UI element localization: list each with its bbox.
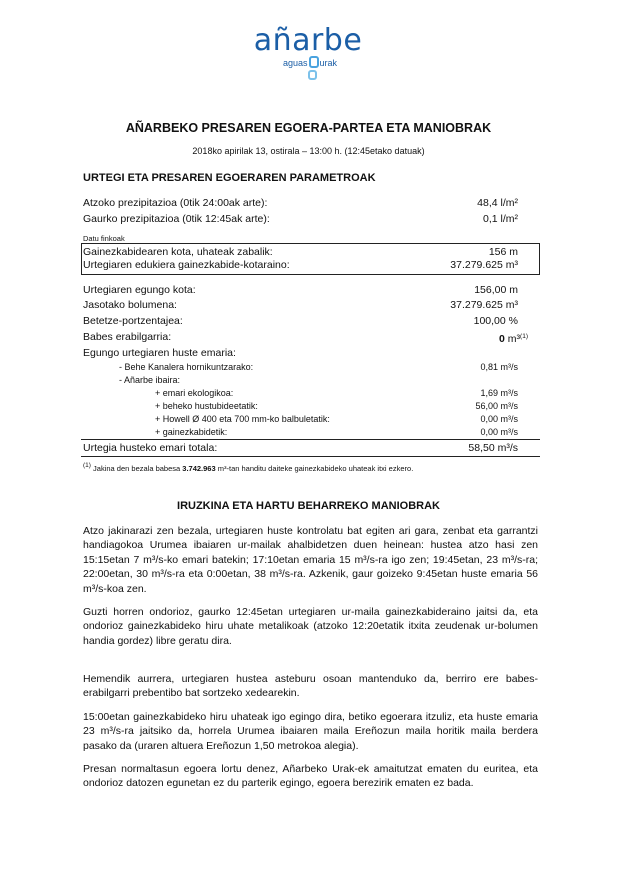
fill-percentage-row	[83, 314, 538, 328]
comment-paragraph: Presan normaltasun egoera lortu denez, Añarbeko Urak-ek amaitutzat ematen du euritea, eta ondorioz datozen egunetan ez du parterik egingo, egoera berezirik ematen ez bada.	[83, 763, 538, 790]
row-value: 37.279.625 m³	[450, 299, 518, 311]
comment-paragraph: Hemendik aurrera, urtegiaren hustea asteburu osoan mantenduko da, berriro ere babes-erabilgarri prebentibo bat sortzeko xedearekin.	[83, 673, 538, 700]
reserve-value: 0	[499, 333, 505, 345]
outflow-row	[83, 399, 538, 413]
reserve-unit: m³	[507, 333, 521, 345]
row-value: 48,4 l/m²	[477, 197, 518, 209]
footnote	[83, 462, 413, 473]
row-value: 156,00 m	[474, 284, 518, 296]
page-title: AÑARBEKO PRESAREN EGOERA-PARTEA ETA MANIOBRAK	[125, 121, 492, 135]
footnote-ref: (1)	[520, 333, 528, 340]
row-value: 100,00 %	[473, 315, 518, 327]
water-drop-small-icon	[308, 70, 317, 80]
comment-paragraph: Guzti horren ondorioz, gaurko 12:45etan urtegiaren ur-maila gainezkabideraino jaitsi da, eta ondorioz gainezkabideko hiru uhate metalikoak (atzoko 12:20etatik itxita zeudenak ur-bolumen handia gordez) libre geratu dira.	[83, 606, 538, 647]
outflow-heading-row	[83, 346, 538, 360]
total-bottom-divider	[81, 456, 540, 457]
total-top-divider	[81, 439, 540, 440]
logo-sub-left: aguas	[282, 58, 308, 68]
reserve-row	[83, 330, 538, 344]
spillway-level-row	[83, 245, 538, 259]
row-label: + beheko hustubideetatik:	[155, 401, 258, 411]
precip-today-row	[83, 212, 538, 226]
row-value: 156 m	[488, 246, 518, 258]
row-label: Urtegia husteko emari totala:	[83, 442, 218, 454]
footnote-mark: (1)	[83, 462, 91, 469]
row-label: Urtegiaren egungo kota:	[83, 284, 196, 296]
row-label: - Behe Kanalera hornikuntzarako:	[119, 362, 254, 372]
row-label: + emari ekologikoa:	[155, 388, 234, 398]
row-value: 0,1 l/m²	[482, 213, 518, 225]
capacity-row	[83, 258, 538, 272]
row-label: - Añarbe ibaira:	[119, 375, 181, 385]
fixed-data-caption: Datu finkoak	[83, 234, 125, 243]
comment-paragraph: 15:00etan gainezkabideko hiru uhateak igo egingo dira, betiko egoerara itzuliz, eta huste emaria 23 m³/s-ra jaitsiko da, horrela Urumea ibaiaren maila Ereñozun maila horitik maila berdera pasako da (uraren altuera Ereñozun 1,50 metrokoa alegia).	[83, 711, 538, 752]
row-label: Jasotako bolumena:	[83, 299, 177, 311]
row-label: + Howell Ø 400 eta 700 mm-ko balbuletatik:	[155, 414, 330, 424]
precip-yesterday-row	[83, 196, 538, 210]
outflow-row	[83, 386, 538, 400]
logo-brand-text: añarbe	[253, 23, 363, 58]
outflow-row	[83, 412, 538, 426]
outflow-row	[83, 425, 538, 439]
outflow-row	[83, 373, 538, 387]
outflow-row	[83, 360, 538, 374]
current-level-row	[83, 283, 538, 297]
report-date: 2018ko apirilak 13, ostirala – 13:00 h. (12:45etako datuak)	[192, 146, 425, 156]
row-label: Egungo urtegiaren huste emaria:	[83, 347, 236, 359]
footnote-text-post: m³-tan handitu daiteke gainezkabideko uhateak itxi ezkero.	[215, 464, 414, 473]
comments-heading: IRUZKINA ETA HARTU BEHARREKO MANIOBRAK	[177, 500, 440, 512]
total-outflow-row	[83, 441, 538, 455]
row-label: + gainezkabidetik:	[155, 427, 228, 437]
row-value: 0,00 m³/s	[480, 414, 518, 424]
row-label: Babes erabilgarria:	[83, 331, 172, 343]
row-label: Atzoko prezipitazioa (0tik 24:00ak arte):	[83, 197, 268, 209]
water-drop-icon	[309, 56, 319, 68]
footnote-value: 3.742.963	[182, 464, 216, 473]
logo-subtitle	[250, 56, 370, 68]
row-value: 58,50 m³/s	[468, 442, 518, 454]
row-label: Gaurko prezipitazioa (0tik 12:45ak arte):	[83, 213, 270, 225]
volume-row	[83, 298, 538, 312]
row-value: 37.279.625 m³	[450, 259, 518, 271]
parameters-heading: URTEGI ETA PRESAREN EGOERAREN PARAMETROAK	[83, 172, 376, 184]
row-value: 56,00 m³/s	[475, 401, 518, 411]
logo-sub-right: urak	[319, 58, 338, 68]
row-value: 1,69 m³/s	[480, 388, 518, 398]
anarbe-logo	[248, 23, 368, 68]
row-label: Betetze-portzentajea:	[83, 315, 183, 327]
footnote-text-pre: Jakina den bezala babesa	[90, 464, 183, 473]
row-value	[499, 330, 528, 346]
row-value: 0,81 m³/s	[480, 362, 518, 372]
row-label: Gainezkabidearen kota, uhateak zabalik:	[83, 246, 273, 258]
comment-paragraph: Atzo jakinarazi zen bezala, urtegiaren huste kontrolatu bat egiten ari gara, zenbat eta garrantzi handiagokoa Urumea ibaiaren ur-mailak ahalbidetzen duen heinean: hustea atzo hasi zen 15:15etan 7 m³/s-ko emari batekin; 17:10etan emaria 15 m³/s-ra igo zen; 19:45etan, 23 m³/s-ra; 22:00etan, 30 m³/s-ra eta 0:00etan, 38 m³/s-ra. Azkenik, gaur goizeko 9:45etan huste emaria 56 m³/s-koa zen.	[83, 525, 538, 595]
row-label: Urtegiaren edukiera gainezkabide-kotaraino:	[83, 259, 290, 271]
row-value: 0,00 m³/s	[480, 427, 518, 437]
